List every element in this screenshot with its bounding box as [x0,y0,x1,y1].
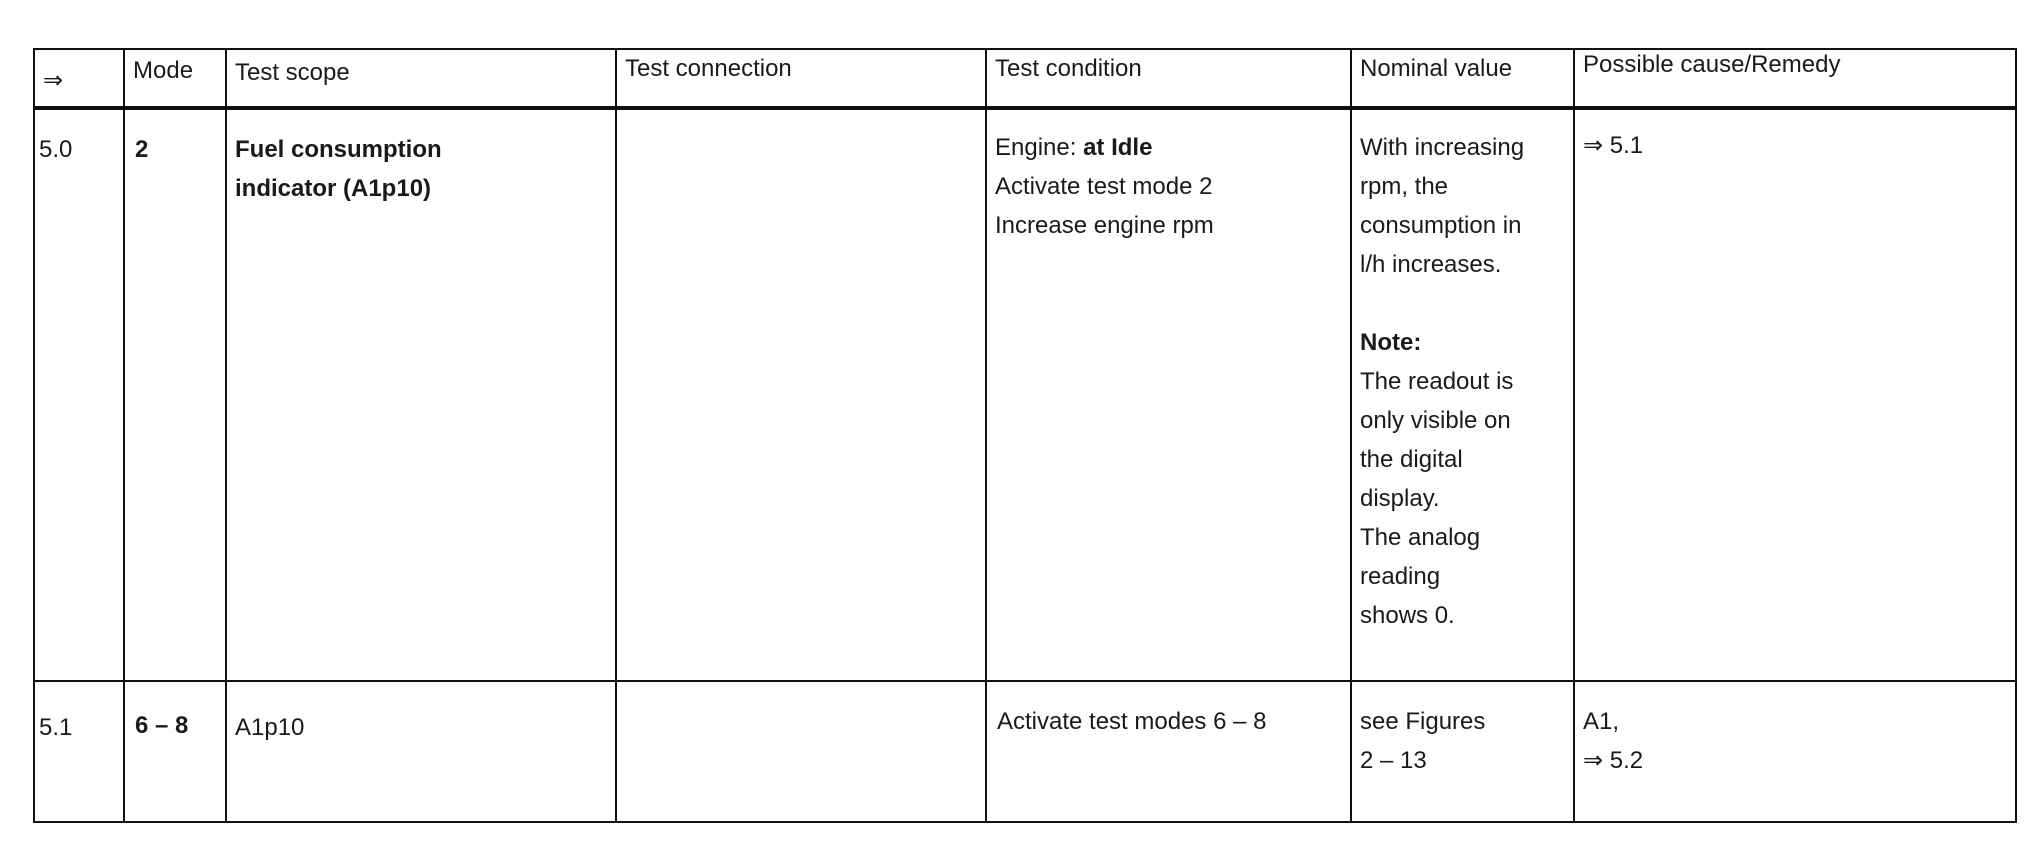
header-test-connection: Test connection [625,55,792,82]
condition-line: Increase engine rpm [995,212,1214,239]
condition-bold: at Idle [1083,134,1153,161]
row-step: 5.1 [39,714,73,741]
nominal-line: consumption in [1360,212,1522,239]
row-mode: 6 – 8 [135,712,189,739]
condition-line: Activate test mode 2 [995,173,1213,200]
nominal-line: With increasing [1360,134,1525,161]
nominal-line: see Figures [1360,708,1486,735]
column-divider [615,50,617,821]
row-nominal-value [1360,128,1524,635]
condition-engine-line [995,128,1214,167]
nominal-line: rpm, the [1360,173,1449,200]
column-divider [1350,50,1352,821]
note-line: only visible on [1360,407,1511,434]
row-mode: 2 [135,136,149,163]
test-table [33,48,2017,823]
row-remedy: ⇒ 5.1 [1583,132,1644,159]
note-line: reading [1360,563,1441,590]
row-remedy [1583,702,1643,780]
nominal-line: 2 – 13 [1360,747,1427,774]
condition-label: Engine: [995,134,1084,161]
row-step: 5.0 [39,136,73,163]
test-scope-line: Fuel consumption [235,136,442,163]
remedy-line: A1, [1583,708,1620,735]
header-test-condition: Test condition [995,55,1142,82]
header-test-scope: Test scope [235,59,350,86]
note-line: the digital [1360,446,1463,473]
column-divider [123,50,125,821]
header-possible-cause: Possible cause/Remedy [1583,51,1841,78]
column-divider [1573,50,1575,821]
row-test-condition [995,128,1214,245]
note-line: display. [1360,485,1440,512]
row-divider [35,680,2015,682]
note-line: The readout is [1360,368,1514,395]
row-test-scope: A1p10 [235,714,305,741]
note-line: The analog [1360,524,1481,551]
note-line: shows 0. [1360,602,1455,629]
row-nominal-value [1360,702,1485,780]
remedy-line: ⇒ 5.2 [1583,747,1644,774]
column-divider [225,50,227,821]
test-scope-line: indicator (A1p10) [235,175,432,202]
note-label: Note: [1360,329,1422,356]
header-mode: Mode [133,57,194,84]
nominal-line: l/h increases. [1360,251,1502,278]
row-test-scope [235,130,442,208]
spacer [1360,284,1524,323]
header-arrow: ⇒ [43,67,64,94]
header-rule [35,106,2015,110]
column-divider [985,50,987,821]
header-nominal-value: Nominal value [1360,55,1513,82]
row-test-condition: Activate test modes 6 – 8 [997,708,1267,735]
